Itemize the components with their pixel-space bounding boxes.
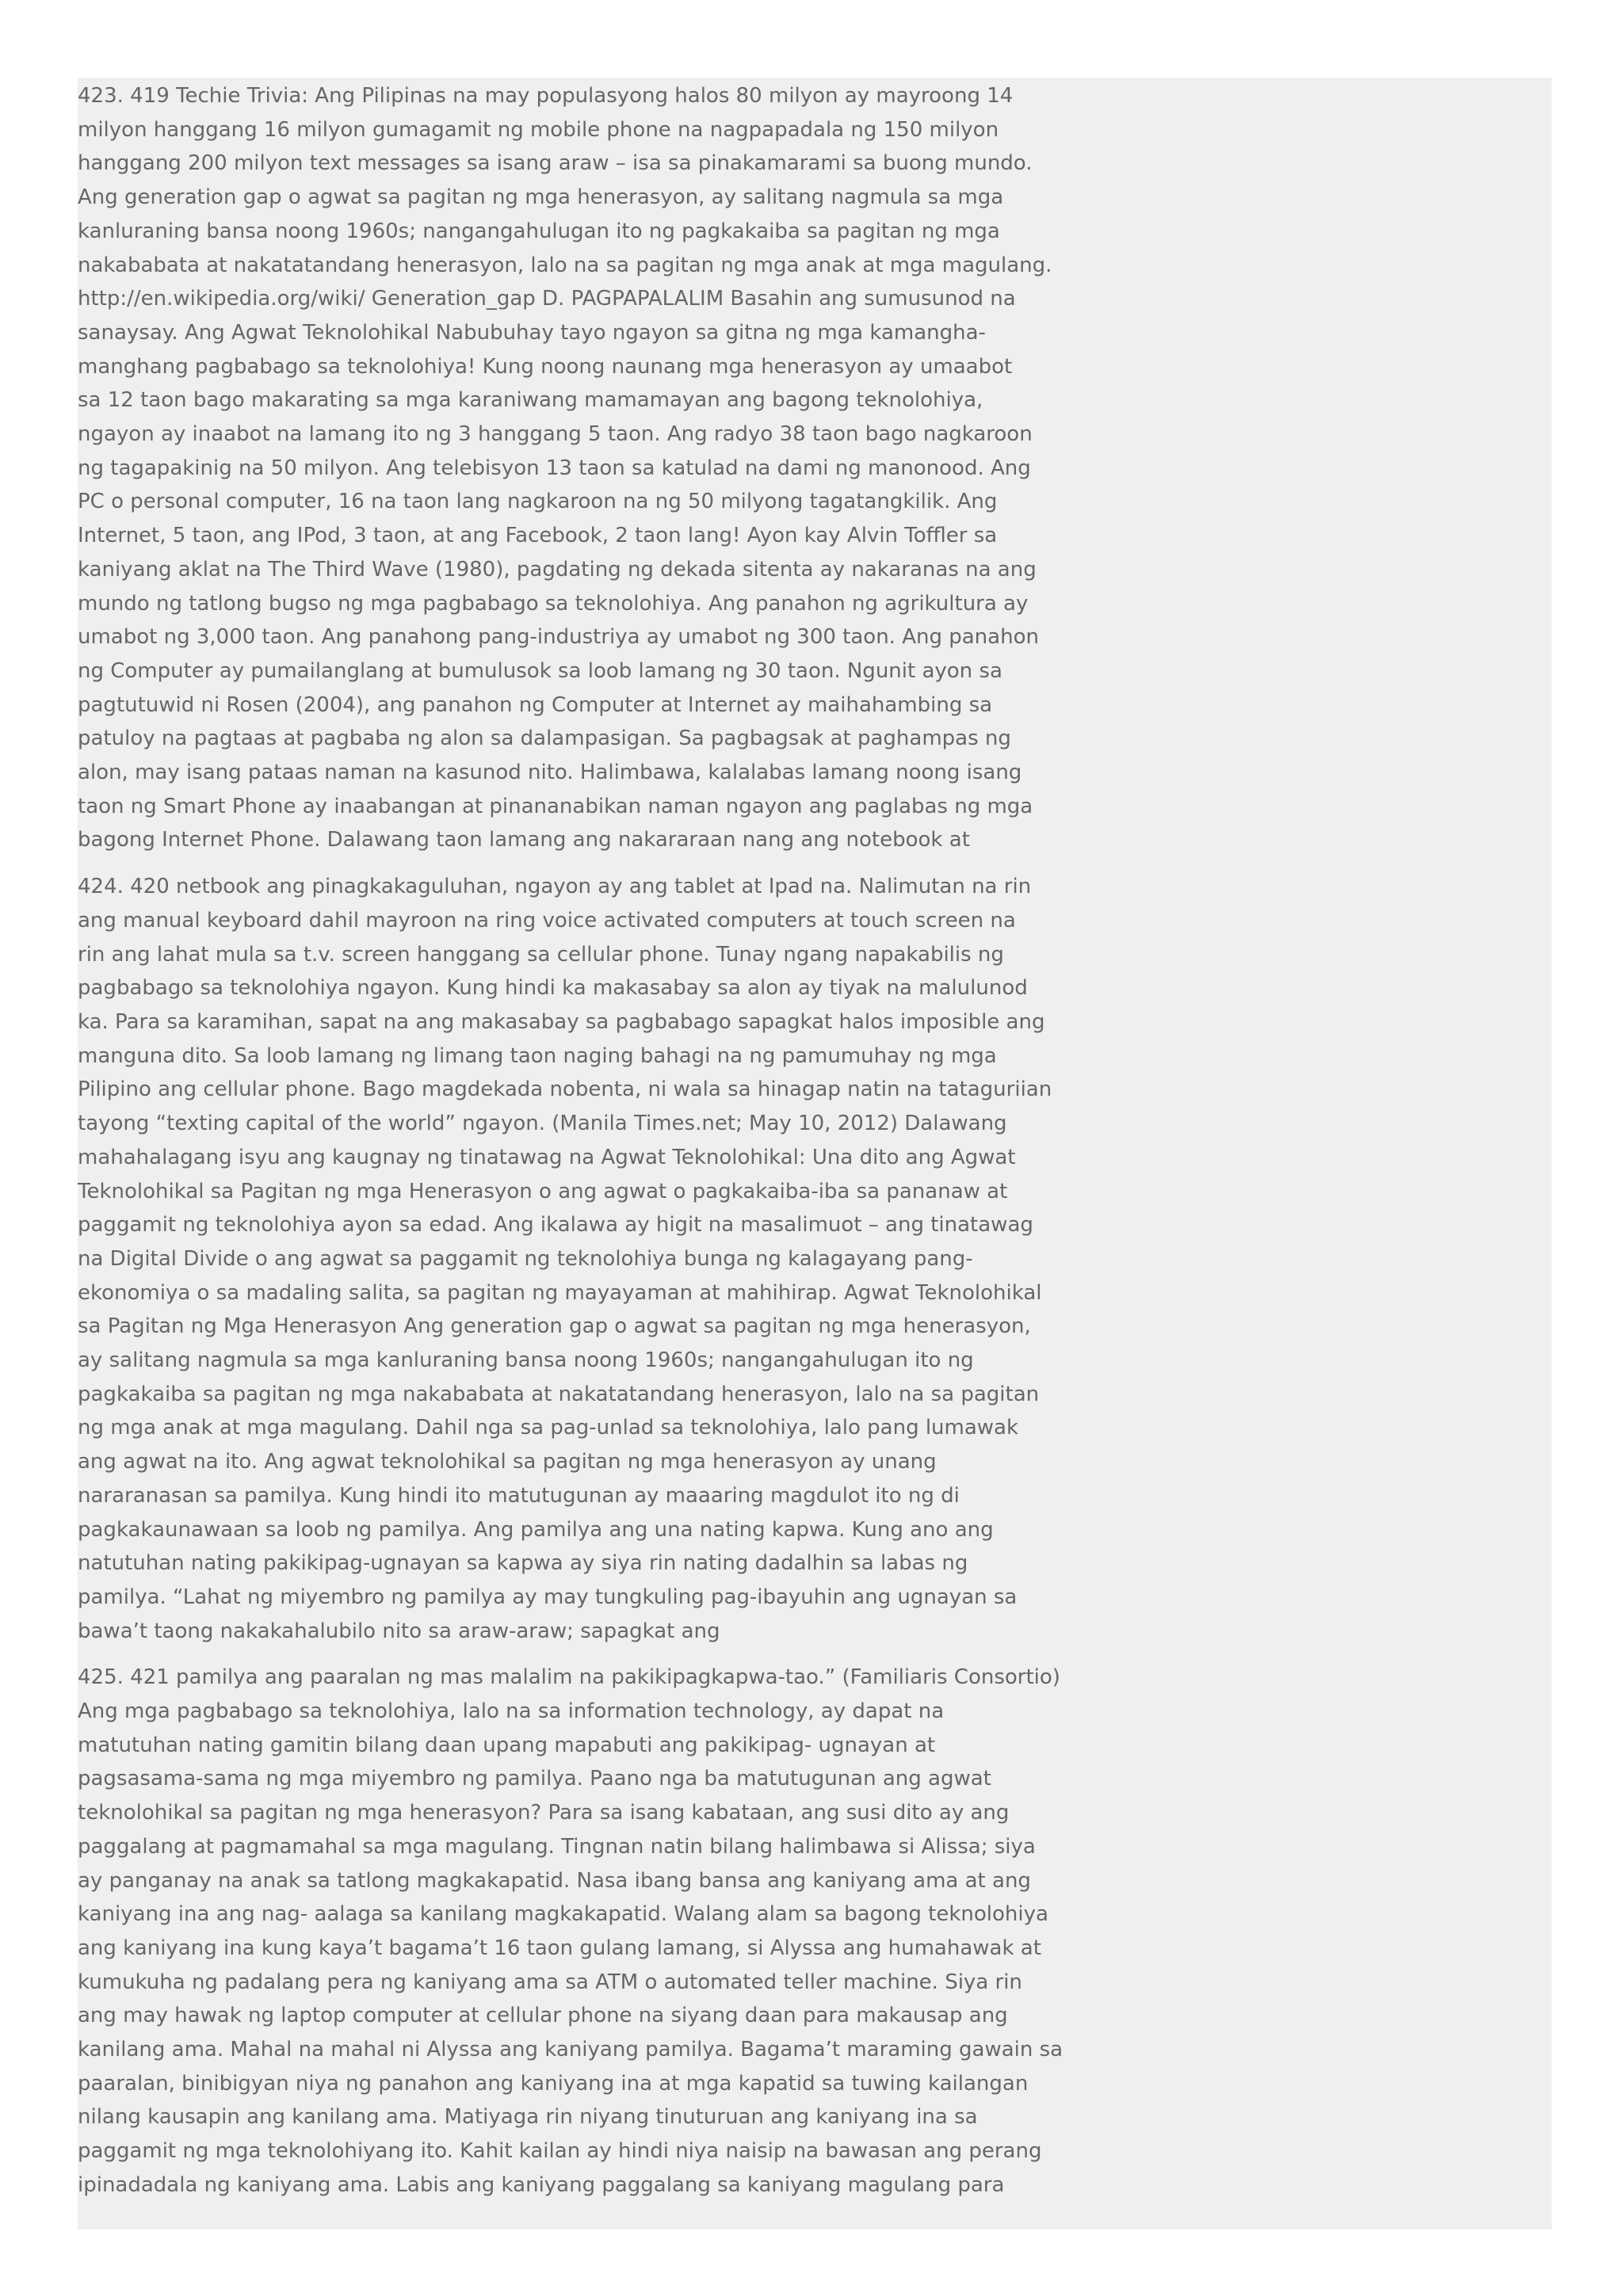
text-line: 425. 421 pamilya ang paaralan ng mas malalim na pakikipagkapwa-tao.” (Familiaris Consortio) bbox=[78, 1665, 1060, 1690]
text-line: bawa’t taong nakakahalubilo nito sa araw-araw; sapagkat ang bbox=[78, 1619, 720, 1643]
text-line: na Digital Divide o ang agwat sa paggamit ng teknolohiya bunga ng kalagayang pang- bbox=[78, 1246, 973, 1271]
text-line: bagong Internet Phone. Dalawang taon lamang ang nakararaan nang ang notebook at bbox=[78, 828, 970, 852]
text-line: Pilipino ang cellular phone. Bago magdekada nobenta, ni wala sa hinagap natin na tataguriian bbox=[78, 1077, 1052, 1102]
text-line: Teknolohikal sa Pagitan ng mga Henerasyon o ang agwat o pagkakaiba-iba sa pananaw at bbox=[78, 1179, 1008, 1203]
text-line: Ang mga pagbabago sa teknolohiya, lalo na sa information technology, ay dapat na bbox=[78, 1699, 945, 1724]
text-line: mundo ng tatlong bugso ng mga pagbabago sa teknolohiya. Ang panahon ng agrikultura ay bbox=[78, 591, 1029, 616]
text-line: paggalang at pagmamahal sa mga magulang. Tingnan natin bilang halimbawa si Alissa; siya bbox=[78, 1834, 1036, 1859]
text-line: ng tagapakinig na 50 milyon. Ang telebisyon 13 taon sa katulad na dami ng manonood. Ang bbox=[78, 456, 1031, 480]
text-line: sa 12 taon bago makarating sa mga karaniwang mamamayan ang bagong teknolohiya, bbox=[78, 388, 983, 413]
text-line: ng Computer ay pumailanglang at bumulusok sa loob lamang ng 30 taon. Ngunit ayon sa bbox=[78, 658, 1002, 683]
text-line: ay panganay na anak sa tatlong magkakapatid. Nasa ibang bansa ang kaniyang ama at ang bbox=[78, 1868, 1031, 1893]
text-line: nararanasan sa pamilya. Kung hindi ito matutugunan ay maaaring magdulot ito ng di bbox=[78, 1483, 960, 1508]
text-line: kaniyang aklat na The Third Wave (1980), pagdating ng dekada sitenta ay nakaranas na ang bbox=[78, 557, 1037, 582]
text-line: pagkakaiba sa pagitan ng mga nakababata at nakatatandang henerasyon, lalo na sa pagitan bbox=[78, 1382, 1040, 1406]
text-line: teknolohikal sa pagitan ng mga henerasyon? Para sa isang kabataan, ang susi dito ay ang bbox=[78, 1801, 1010, 1825]
text-line: taon ng Smart Phone ay inaabangan at pinananabikan naman ngayon ang paglabas ng mga bbox=[78, 794, 1033, 818]
text-line: paggamit ng teknolohiya ayon sa edad. Ang ikalawa ay higit na masalimuot – ang tinatawag bbox=[78, 1213, 1033, 1238]
text-line: ng mga anak at mga magulang. Dahil nga sa pag-unlad sa teknolohiya, lalo pang lumawak bbox=[78, 1416, 1019, 1440]
text-line: paggamit ng mga teknolohiyang ito. Kahit kailan ay hindi niya naisip na bawasan ang perang bbox=[78, 2139, 1042, 2164]
text-line: 423. 419 Techie Trivia: Ang Pilipinas na may populasyong halos 80 milyon ay mayroong 14 bbox=[78, 84, 1014, 108]
text-line: mahahalagang isyu ang kaugnay ng tinatawag na Agwat Teknolohikal: Una dito ang Agwat bbox=[78, 1145, 1016, 1169]
text-line: Ang generation gap o agwat sa pagitan ng mga henerasyon, ay salitang nagmula sa mga bbox=[78, 185, 1004, 210]
text-line: manguna dito. Sa loob lamang ng limang taon naging bahagi na ng pamumuhay ng mga bbox=[78, 1043, 997, 1068]
text-line: ipinadadala ng kaniyang ama. Labis ang kaniyang paggalang sa kaniyang magulang para bbox=[78, 2172, 1005, 2197]
text-line: kanluraning bansa noong 1960s; nangangahulugan ito ng pagkakaiba sa pagitan ng mga bbox=[78, 219, 1000, 243]
text-line: nakababata at nakatatandang henerasyon, lalo na sa pagitan ng mga anak at mga magulang. bbox=[78, 253, 1052, 277]
text-line: ang agwat na ito. Ang agwat teknolohikal sa pagitan ng mga henerasyon ay unang bbox=[78, 1450, 937, 1474]
text-line: paaralan, binibigyan niya ng panahon ang kaniyang ina at mga kapatid sa tuwing kailangan bbox=[78, 2071, 1029, 2096]
paragraph-425 bbox=[78, 1661, 1108, 2202]
text-line: ay salitang nagmula sa mga kanluraning bansa noong 1960s; nangangahulugan ito ng bbox=[78, 1348, 974, 1373]
text-line: 424. 420 netbook ang pinagkakaguluhan, ngayon ay ang tablet at Ipad na. Nalimutan na rin bbox=[78, 875, 1032, 899]
paragraph-423 bbox=[78, 79, 1108, 857]
text-line: ekonomiya o sa madaling salita, sa pagitan ng mayayaman at mahihirap. Agwat Teknolohikal bbox=[78, 1280, 1042, 1305]
text-line: nilang kausapin ang kanilang ama. Matiyaga rin niyang tinuturuan ang kaniyang ina sa bbox=[78, 2105, 978, 2130]
paragraph-424 bbox=[78, 870, 1108, 1648]
text-line: patuloy na pagtaas at pagbaba ng alon sa dalampasigan. Sa pagbagsak at paghampas ng bbox=[78, 727, 1011, 751]
text-line: alon, may isang pataas naman na kasunod nito. Halimbawa, kalalabas lamang noong isang bbox=[78, 761, 1022, 785]
text-line: ang kaniyang ina kung kaya’t bagama’t 16 taon gulang lamang, si Alyssa ang humahawak at bbox=[78, 1936, 1041, 1960]
text-line: pagsasama-sama ng mga miyembro ng pamilya. Paano nga ba matutugunan ang agwat bbox=[78, 1767, 991, 1791]
text-line: sanaysay. Ang Agwat Teknolohikal Nabubuhay tayo ngayon sa gitna ng mga kamangha- bbox=[78, 320, 986, 345]
text-line: hanggang 200 milyon text messages sa isang araw – isa sa pinakamarami sa buong mundo. bbox=[78, 151, 1033, 176]
text-line: pagtutuwid ni Rosen (2004), ang panahon ng Computer at Internet ay maihahambing sa bbox=[78, 692, 993, 717]
text-line: kaniyang ina ang nag- aalaga sa kanilang magkakapatid. Walang alam sa bagong teknolohiya bbox=[78, 1902, 1048, 1927]
document-content bbox=[78, 78, 1108, 2215]
text-line: umabot ng 3,000 taon. Ang panahong pang-industriya ay umabot ng 300 taon. Ang panahon bbox=[78, 625, 1039, 650]
text-line: milyon hanggang 16 milyon gumagamit ng mobile phone na nagpapadala ng 150 milyon bbox=[78, 117, 999, 142]
text-line: ang may hawak ng laptop computer at cellular phone na siyang daan para makausap ang bbox=[78, 2004, 1008, 2028]
text-line: sa Pagitan ng Mga Henerasyon Ang generation gap o agwat sa pagitan ng mga henerasyon, bbox=[78, 1314, 1031, 1339]
text-line: ngayon ay inaabot na lamang ito ng 3 hanggang 5 taon. Ang radyo 38 taon bago nagkaroon bbox=[78, 422, 1033, 447]
text-line: http://en.wikipedia.org/wiki/ Generation_gap D. PAGPAPALALIM Basahin ang sumusunod na bbox=[78, 287, 1016, 311]
text-line: PC o personal computer, 16 na taon lang nagkaroon na ng 50 milyong tagatangkilik. Ang bbox=[78, 490, 998, 514]
text-line: kumukuha ng padalang pera ng kaniyang ama sa ATM o automated teller machine. Siya rin bbox=[78, 1970, 1022, 1994]
text-line: natutuhan nating pakikipag-ugnayan sa kapwa ay siya rin nating dadalhin sa labas ng bbox=[78, 1551, 968, 1576]
text-line: manghang pagbabago sa teknolohiya! Kung noong naunang mga henerasyon ay umaabot bbox=[78, 354, 1013, 379]
text-line: tayong “texting capital of the world” ngayon. (Manila Times.net; May 10, 2012) Dalawang bbox=[78, 1112, 1007, 1136]
text-line: matutuhan nating gamitin bilang daan upang mapabuti ang pakikipag- ugnayan at bbox=[78, 1733, 936, 1757]
text-line: kanilang ama. Mahal na mahal ni Alyssa ang kaniyang pamilya. Bagama’t maraming gawain sa bbox=[78, 2038, 1064, 2062]
text-line: pagkakaunawaan sa loob ng pamilya. Ang pamilya ang una nating kapwa. Kung ano ang bbox=[78, 1517, 994, 1542]
text-line: pamilya. “Lahat ng miyembro ng pamilya ay may tungkuling pag-ibayuhin ang ugnayan sa bbox=[78, 1585, 1018, 1609]
text-line: ka. Para sa karamihan, sapat na ang makasabay sa pagbabago sapagkat halos imposible ang bbox=[78, 1009, 1045, 1034]
text-line: ang manual keyboard dahil mayroon na ring voice activated computers at touch screen na bbox=[78, 908, 1016, 933]
text-line: pagbabago sa teknolohiya ngayon. Kung hindi ka makasabay sa alon ay tiyak na malulunod bbox=[78, 976, 1028, 1001]
text-line: Internet, 5 taon, ang IPod, 3 taon, at ang Facebook, 2 taon lang! Ayon kay Alvin Toffler sa bbox=[78, 524, 998, 548]
text-line: rin ang lahat mula sa t.v. screen hanggang sa cellular phone. Tunay ngang napakabilis ng bbox=[78, 942, 1004, 967]
